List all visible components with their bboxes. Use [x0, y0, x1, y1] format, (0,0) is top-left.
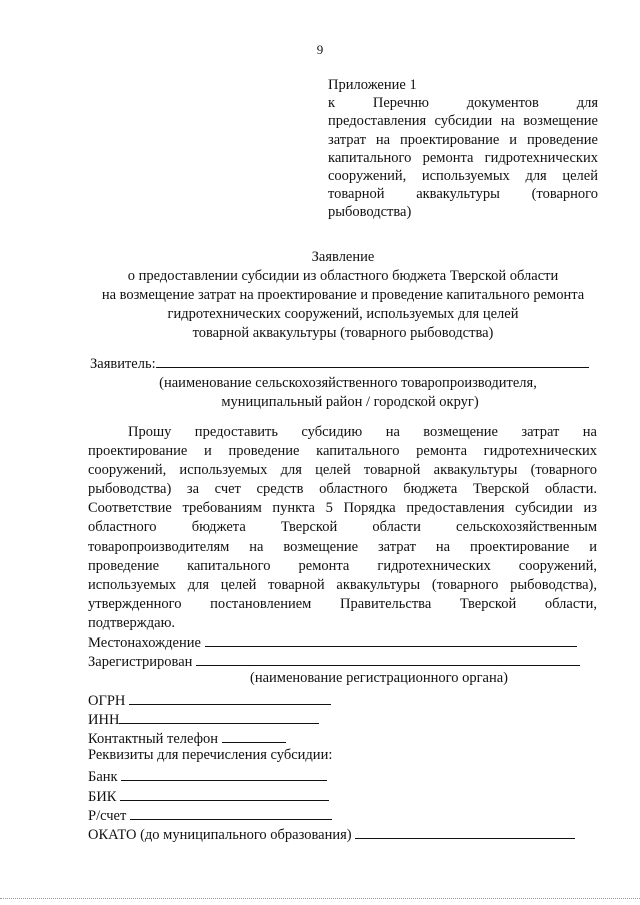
ogrn-row — [88, 689, 608, 708]
bik-row — [88, 785, 608, 804]
body-line: областного бюджета Тверской области сельскохозяйственным — [88, 519, 597, 536]
account-field[interactable] — [130, 804, 332, 820]
appendix-line: к Перечню документов для — [328, 95, 598, 112]
body-line: Прошу предоставить субсидию на возмещение затрат на — [128, 424, 597, 440]
account-label: Р/счет — [88, 807, 127, 824]
okato-field[interactable] — [355, 823, 575, 839]
location-field[interactable] — [205, 631, 577, 647]
location-label: Местонахождение — [88, 635, 201, 651]
body-line: утвержденного постановлением Правительства Тверской области, — [88, 595, 597, 612]
appendix-line: капитального ремонта гидротехнических — [328, 149, 598, 166]
inn-row — [88, 708, 608, 727]
appendix-line: затрат на проектирование и проведение — [328, 131, 598, 148]
body-line: товаропроизводителям на возмещение затрат на проектирование и — [88, 538, 597, 555]
body-line: Соответствие требованиям пункта 5 Порядка предоставления субсидии из — [88, 500, 597, 517]
appendix-block — [328, 76, 598, 222]
account-row — [88, 804, 608, 823]
bank-label: Банк — [88, 769, 118, 786]
okato-label: ОКАТО (до муниципального образования) — [88, 826, 352, 843]
inn-field[interactable] — [119, 708, 319, 724]
title-line: на возмещение затрат на проектирование и проведение капитального ремонта — [101, 287, 585, 303]
inn-label: ИНН — [88, 711, 120, 728]
body-line: проектирование и проведение капитального ремонта гидротехнических — [88, 443, 597, 460]
bank-field[interactable] — [121, 765, 327, 781]
applicant-row — [90, 352, 610, 373]
applicant-blank-line[interactable] — [156, 352, 589, 368]
appendix-line: предоставления субсидии на возмещение — [328, 113, 598, 130]
appendix-line: товарной аквакультуры (товарного — [328, 186, 598, 203]
applicant-section — [90, 352, 610, 412]
appendix-line: сооружений, используемых для целей — [328, 168, 598, 185]
location-row — [88, 631, 608, 650]
title-line: товарной аквакультуры (товарного рыбоводства) — [192, 325, 494, 341]
body-paragraph — [88, 423, 597, 633]
phone-label: Контактный телефон — [88, 730, 219, 747]
bik-label: БИК — [88, 788, 117, 805]
registered-hint: (наименование регистрационного органа) — [250, 670, 509, 687]
ogrn-label: ОГРН — [88, 692, 126, 709]
body-line: рыбоводства) за счет средств областного бюджета Тверской области. — [88, 481, 597, 498]
okato-row — [88, 823, 608, 842]
appendix-line: рыбоводства) — [328, 204, 412, 221]
phone-field[interactable] — [222, 727, 286, 743]
body-line: подтверждаю. — [88, 614, 176, 631]
phone-row — [88, 727, 608, 746]
page-bottom-edge — [0, 898, 640, 899]
bik-field[interactable] — [120, 785, 329, 801]
applicant-label: Заявитель: — [90, 356, 156, 372]
page-number: 9 — [316, 42, 324, 57]
document-title — [60, 248, 626, 343]
title-line: о предоставлении субсидии из областного бюджета Тверской области — [127, 268, 559, 284]
title-line: Заявление — [311, 249, 375, 265]
body-line: проведение капитального ремонта гидротехнических сооружений, — [88, 557, 597, 574]
registered-field[interactable] — [196, 650, 580, 666]
bank-row — [88, 765, 608, 784]
appendix-heading: Приложение 1 — [328, 77, 417, 93]
requisites-form — [88, 631, 608, 842]
title-line: гидротехнических сооружений, используемых для целей — [167, 306, 519, 322]
registered-label: Зарегистрирован — [88, 654, 193, 671]
body-line: используемых для целей товарной аквакультуры (товарного рыбоводства), — [88, 576, 597, 593]
ogrn-field[interactable] — [129, 689, 331, 705]
details-heading: Реквизиты для перечисления субсидии: — [88, 747, 333, 764]
applicant-hint-2: муниципальный район / городской округ) — [221, 394, 479, 410]
applicant-hint-1: (наименование сельскохозяйственного товаропроизводителя, — [159, 375, 537, 391]
body-line: сооружений, используемых для целей товарной аквакультуры (товарного — [88, 462, 597, 479]
registered-row — [88, 650, 608, 669]
